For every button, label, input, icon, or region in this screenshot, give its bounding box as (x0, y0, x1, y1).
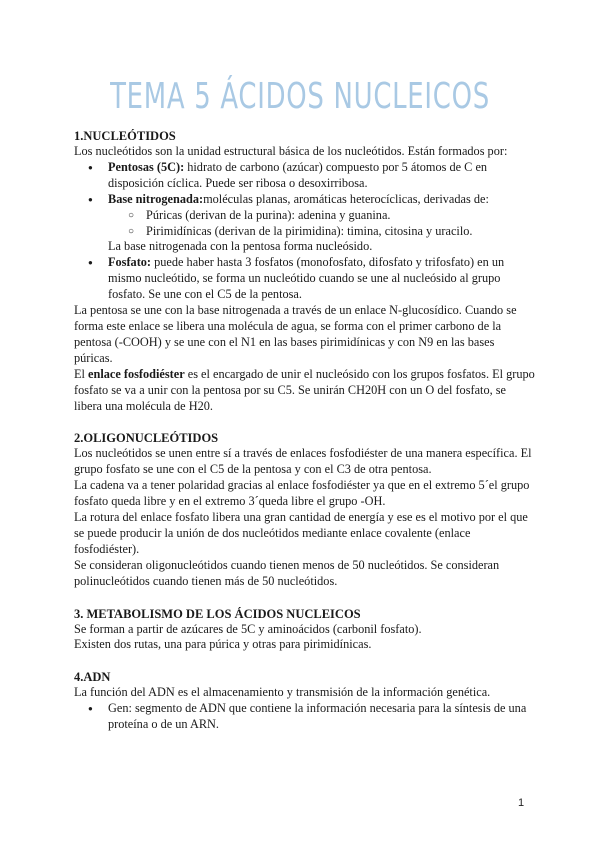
term-text: puede haber hasta 3 fosfatos (monofosfato, difosfato y trifosfato) en un mismo nucleótido, se forma un nucleótido cuando se une al nucleósido al grupo fosfato. Se une con el C5 de la pentosa. (108, 255, 505, 302)
sublist-item: ○ Púricas (derivan de la purina): adenina y guanina. (108, 208, 536, 224)
page-title: TEMA 5 ÁCIDOS NUCLEICOS (110, 76, 490, 117)
section-heading-adn: 4.ADN (74, 670, 111, 685)
sublist (108, 208, 536, 240)
bold-term: enlace fosfodiéster (88, 366, 185, 381)
list-item: ● Gen: segmento de ADN que contiene la información necesaria para la síntesis de una proteína o de un ARN. (74, 701, 536, 733)
text-fragment: es el encargado de unir el nucleósido con los grupos fosfatos. El grupo fosfato se va a unir con la pentosa por su C5. Se unirán CH20H con un O del fosfato, se libera una molécula de H20. (74, 366, 535, 413)
term-text: hidrato de carbono (azúcar) compuesto por 5 átomos de C en disposición cíclica. Puede ser ribosa o desoxirribosa. (108, 159, 488, 190)
paragraph: La rotura del enlace fosfato libera una gran cantidad de energía y ese es el motivo por el que se puede producir la unión de dos nucleótidos mediante enlace covalente (enlace fosfodiéster). (74, 510, 528, 556)
paragraph: La cadena va a tener polaridad gracias al enlace fosfodiéster ya que en el extremo 5´el grupo fosfato queda libre y en el extremo 3´queda libre el grupo -OH. (74, 478, 530, 509)
paragraph (74, 367, 536, 415)
term-label: Fosfato: (108, 255, 152, 270)
component-list (74, 255, 536, 303)
paragraph: Se forman a partir de azúcares de 5C y aminoácidos (carbonil fosfato). (74, 621, 422, 636)
document-body (74, 128, 536, 733)
section-heading-oligonucleotidos: 2.OLIGONUCLEÓTIDOS (74, 431, 219, 446)
paragraph: Se consideran oligonucleótidos cuando tienen menos de 50 nucleótidos. Se consideran polinucleótidos cuando tienen más de 50 nucleótidos. (74, 557, 500, 588)
paragraph: Existen dos rutas, una para púrica y otras para pirimidínicas. (74, 637, 372, 652)
term-label: Base nitrogenada: (108, 191, 204, 206)
list-item (74, 255, 536, 303)
term-text: moléculas planas, aromáticas heterocíclicas, derivadas de: (203, 191, 489, 206)
component-list (74, 160, 536, 240)
list-item (74, 160, 536, 192)
paragraph: La función del ADN es el almacenamiento y transmisión de la información genética. (74, 685, 491, 700)
list-note: La base nitrogenada con la pentosa forma nucleósido. (108, 239, 373, 254)
sublist-item: ○ Pirimidínicas (derivan de la pirimidina): timina, citosina y uracilo. (108, 224, 536, 240)
gene-list (74, 701, 536, 733)
paragraph: La pentosa se une con la base nitrogenada a través de un enlace N-glucosídico. Cuando se forma este enlace se libera una molécula de agua, se forma con el primer carbono de la pentosa (-COOH) y se une con el N1 en las bases pirimidínicas y con N9 en las bases púricas. (74, 303, 517, 365)
paragraph: Los nucleótidos se unen entre sí a través de enlaces fosfodiéster de una manera específica. El grupo fosfato se une con el C5 de la pentosa y con el C3 de otra pentosa. (74, 446, 532, 477)
term-label: Pentosas (5C): (108, 159, 185, 174)
page-number: 1 (518, 797, 525, 809)
section-heading-nucleotidos: 1.NUCLEÓTIDOS (74, 129, 176, 143)
text-fragment: El (74, 366, 89, 381)
section-heading-metabolismo: 3. METABOLISMO DE LOS ÁCIDOS NUCLEICOS (74, 606, 361, 621)
list-item (74, 192, 536, 240)
paragraph: Los nucleótidos son la unidad estructural básica de los nucleótidos. Están formados por: (74, 144, 508, 158)
